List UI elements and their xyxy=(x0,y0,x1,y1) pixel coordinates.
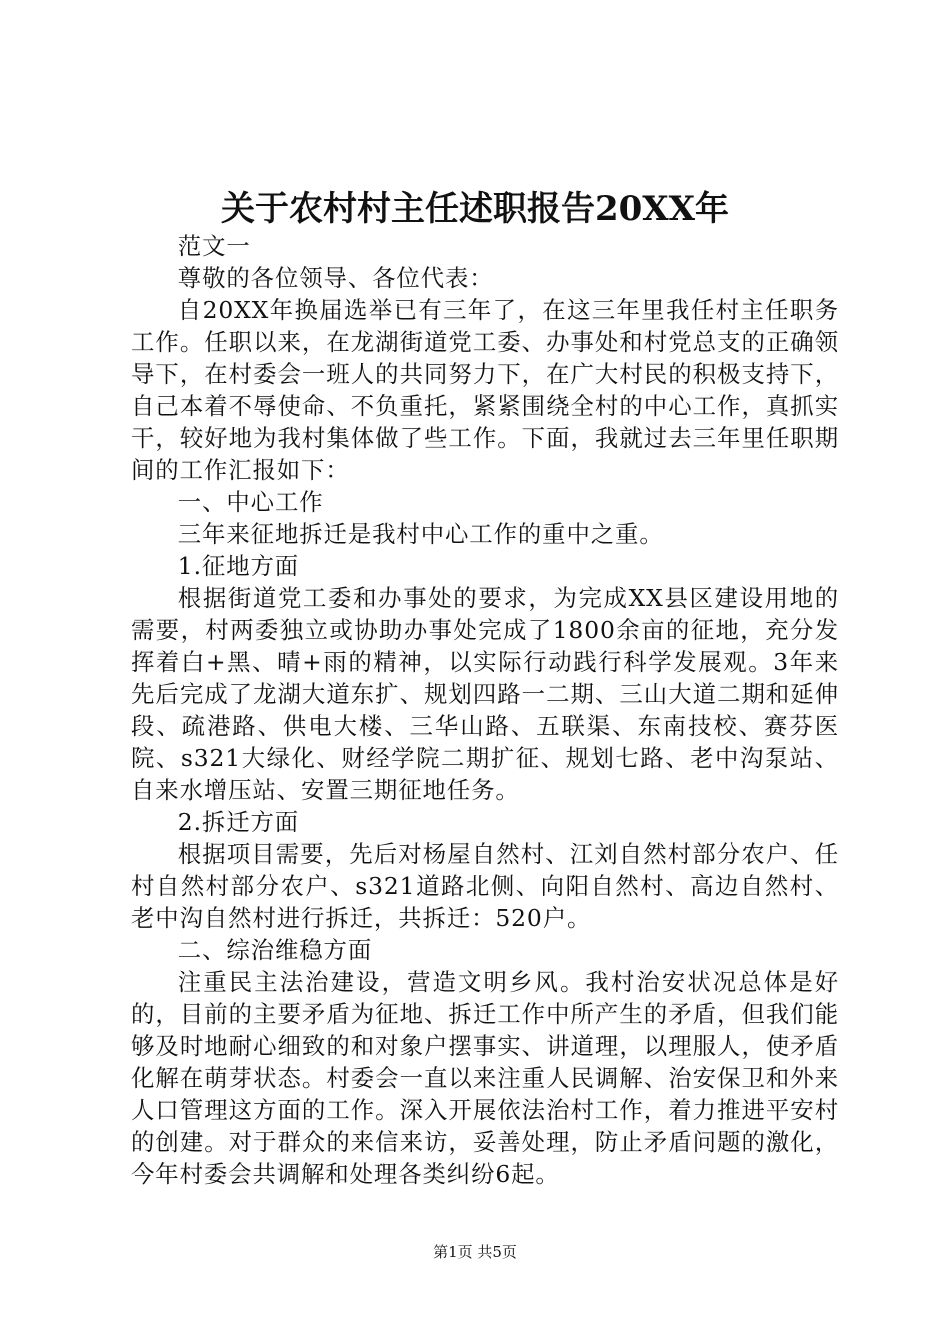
subheading-land-acquisition: 1.征地方面 xyxy=(177,552,300,580)
paragraph-sample-label: 范文一 xyxy=(177,232,251,260)
section-heading-stability: 二、综治维稳方面 xyxy=(177,936,373,964)
document-title: 关于农村村主任述职报告20XX年 xyxy=(220,189,730,229)
document-body xyxy=(131,230,839,1190)
paragraph-intro: 自20XX年换届选举已有三年了，在这三年里我任村主任职务工作。任职以来，在龙湖街道党工委、办事处和村党总支的正确领导下，在村委会一班人的共同努力下，在广大村民的积极支持下，自己本着不辱使命、不负重托，紧紧围绕全村的中心工作，真抓实干，较好地为我村集体做了些工作。下面，我就过去三年里任职期间的工作汇报如下： xyxy=(131,296,839,484)
page-number-footer: 第1页 共5页 xyxy=(433,1243,517,1261)
paragraph-central-work: 三年来征地拆迁是我村中心工作的重中之重。 xyxy=(177,520,664,548)
paragraph-stability: 注重民主法治建设，营造文明乡风。我村治安状况总体是好的，目前的主要矛盾为征地、拆迁工作中所产生的矛盾，但我们能够及时地耐心细致的和对象户摆事实、讲道理，以理服人，使矛盾化解在萌芽状态。村委会一直以来注重人民调解、治安保卫和外来人口管理这方面的工作。深入开展依法治村工作，着力推进平安村的创建。对于群众的来信来访，妥善处理，防止矛盾问题的激化，今年村委会共调解和处理各类纠纷6起。 xyxy=(131,968,839,1188)
section-heading-central-work: 一、中心工作 xyxy=(177,488,324,516)
subheading-demolition: 2.拆迁方面 xyxy=(177,808,300,836)
paragraph-land-acquisition: 根据街道党工委和办事处的要求，为完成XX县区建设用地的需要，村两委独立或协助办事处完成了1800余亩的征地，充分发挥着白+黑、晴+雨的精神，以实际行动践行科学发展观。3年来先后完成了龙湖大道东扩、规划四路一二期、三山大道二期和延伸段、疏港路、供电大楼、三华山路、五联渠、东南技校、赛芬医院、s321大绿化、财经学院二期扩征、规划七路、老中沟泵站、自来水增压站、安置三期征地任务。 xyxy=(131,584,839,804)
paragraph-demolition: 根据项目需要，先后对杨屋自然村、江刘自然村部分农户、任村自然村部分农户、s321道路北侧、向阳自然村、高边自然村、老中沟自然村进行拆迁，共拆迁：520户。 xyxy=(131,840,839,932)
paragraph-salutation: 尊敬的各位领导、各位代表： xyxy=(177,264,494,292)
